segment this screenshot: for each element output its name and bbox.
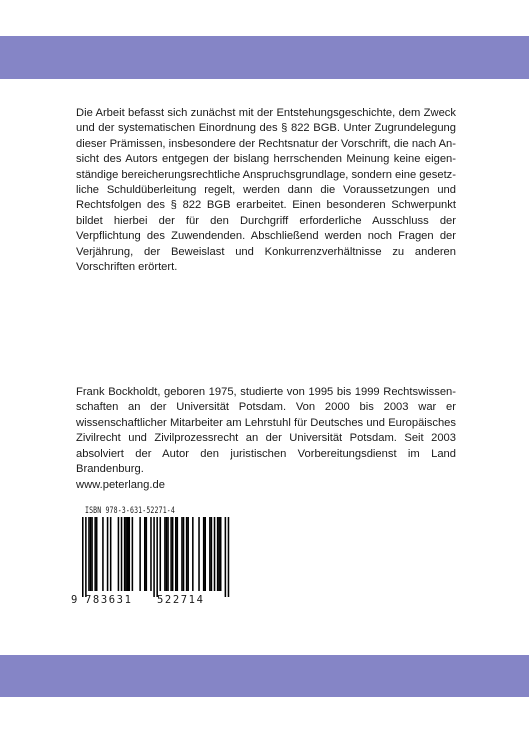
top-color-band: [0, 36, 529, 79]
barcode-bar: [94, 517, 96, 591]
barcode-bar: [175, 517, 177, 591]
barcode-bar: [172, 517, 174, 591]
barcode-bar: [125, 517, 127, 591]
barcode-bar: [186, 517, 188, 591]
isbn-label: ISBN 978-3-631-52271-4: [85, 505, 175, 515]
abstract-paragraph: Die Arbeit befasst sich zunächst mit der Entstehungsgeschichte, dem Zweck und der systematischen Einordnung des § 822 BGB. Unter Zugrundelegung dieser Prämissen, insbesondere der Rechtsnatur der Vorschrift, die nach Ansicht des Autors entgegen der bislang herrschenden Meinung keine eigenständige bereicherungsrechtliche Anspruchsgrundlage, sondern eine gesetzliche Schuldüberleitung regelt, werden dann die Voraussetzungen und Rechtsfolgen des § 822 BGB erarbeitet. Einen besonderen Schwerpunkt bildet hierbei der für den Durchgriff erforderliche Ausschluss der Verpflichtung des Zuwendenden. Abschließend werden noch Fragen der Verjährung, der Beweislast und Konkurrenzverhältnisse zu anderen Vorschriften erörtert.: [76, 107, 457, 274]
barcode-bar: [91, 517, 93, 591]
barcode-bar: [144, 517, 146, 591]
barcode-bar: [124, 517, 126, 591]
barcode-bar: [110, 517, 112, 591]
barcode-bar: [181, 517, 183, 591]
barcode-bar: [204, 517, 206, 591]
barcode-bar: [85, 517, 87, 597]
barcode-bar: [96, 517, 98, 591]
barcode-bar: [121, 517, 123, 591]
barcode-bar: [127, 517, 129, 591]
barcode-bar: [183, 517, 185, 591]
barcode-bar: [177, 517, 179, 591]
barcode-bar: [211, 517, 213, 591]
barcode-bar: [187, 517, 189, 591]
barcode-bar: [107, 517, 109, 591]
barcode-bar: [198, 517, 200, 591]
barcode-bar: [102, 517, 104, 591]
barcode-bar: [220, 517, 222, 591]
barcode-bar: [164, 517, 166, 591]
publisher-url[interactable]: www.peterlang.de: [76, 479, 165, 491]
barcode-bar: [118, 517, 120, 591]
barcode-bar: [170, 517, 172, 591]
barcode-bar: [167, 517, 169, 591]
ean-first-digit: 9: [71, 594, 78, 606]
barcode-bar: [160, 517, 162, 591]
barcode-bar: [88, 517, 90, 591]
barcode-bar: [156, 517, 158, 597]
author-bio-paragraph: Frank Bockholdt, geboren 1975, studierte von 1995 bis 1999 Rechtswissenschaften an der Universität Potsdam. Von 2000 bis 2003 war er wissenschaftlicher Mitarbeiter am Lehrstuhl für Deutsches und Europäisches Zivilrecht und Zivilprozessrecht an der Universität Potsdam. Seit 2003 absolviert der Autor den juristischen Vorbereitungsdienst im Land Brandenburg.: [76, 386, 456, 476]
barcode-bar: [139, 517, 141, 591]
barcode-bar: [129, 517, 131, 591]
ean-left-digits: 783631: [85, 594, 133, 606]
barcode-bar: [150, 517, 152, 591]
barcode-bar: [153, 517, 155, 597]
barcode-bar: [166, 517, 168, 591]
barcode-bar: [192, 517, 194, 591]
barcode-bar: [203, 517, 205, 591]
barcode-bar: [209, 517, 211, 591]
isbn-barcode: [71, 502, 239, 614]
barcode-bar: [132, 517, 134, 591]
ean-right-digits: 522714: [157, 594, 205, 606]
bottom-color-band: [0, 655, 529, 697]
barcode-bar: [146, 517, 148, 591]
barcode-bar: [225, 517, 227, 597]
barcode-bar: [217, 517, 219, 591]
barcode-bar: [82, 517, 84, 597]
barcode-bar: [218, 517, 220, 591]
barcode-bar: [228, 517, 230, 597]
barcode-bars: [71, 517, 239, 597]
barcode-bar: [214, 517, 216, 591]
barcode-bar: [90, 517, 92, 591]
